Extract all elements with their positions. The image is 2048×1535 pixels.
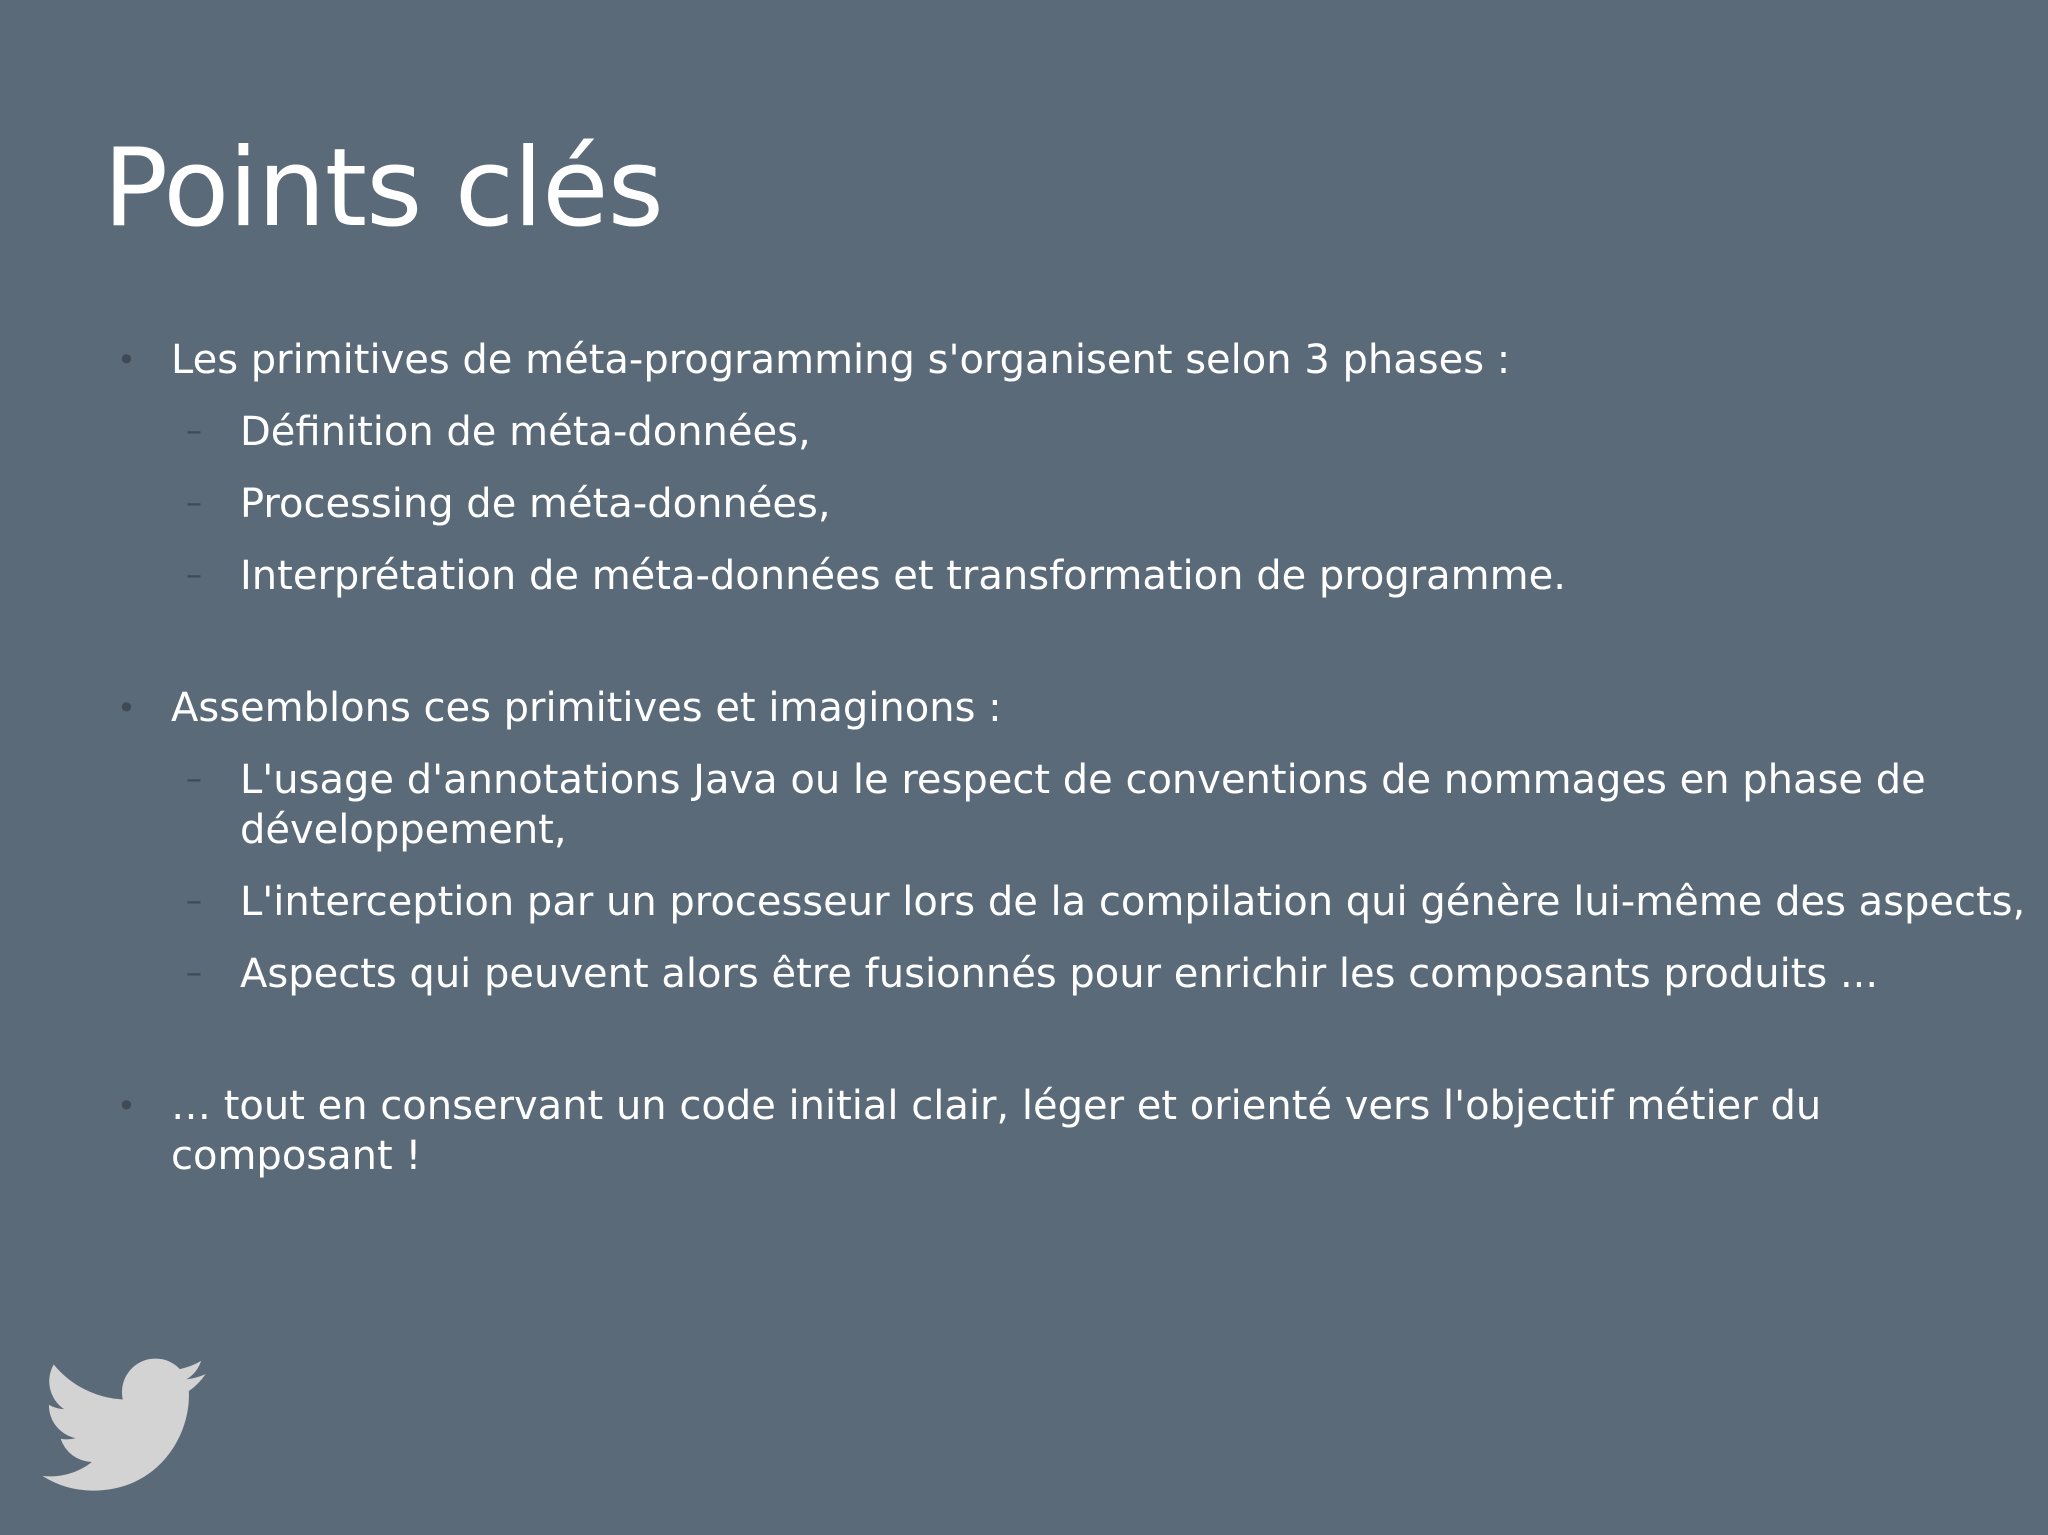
sub-list	[110, 755, 2026, 999]
bullet-marker: •	[117, 689, 136, 727]
bullet-block-3	[110, 1081, 1990, 1181]
sub-item	[110, 551, 2030, 601]
bullet-block-1	[110, 335, 1990, 601]
dash-marker: –	[186, 555, 202, 593]
twitter-bird-icon	[40, 1358, 208, 1494]
dash-marker: –	[186, 953, 202, 991]
bullet-block-2	[110, 683, 2026, 999]
sub-item-text: Processing de méta-données,	[240, 481, 831, 527]
sub-item-text: L'interception par un processeur lors de la compilation qui génère lui-même des aspects,	[240, 879, 2026, 925]
slide-title: Points clés	[103, 126, 663, 251]
sub-item	[110, 755, 2030, 855]
dash-marker: –	[186, 759, 202, 797]
bullet-item	[110, 683, 1990, 733]
dash-marker: –	[186, 881, 202, 919]
dash-marker: –	[186, 411, 202, 449]
bullet-text: Assemblons ces primitives et imaginons :	[171, 685, 1002, 731]
bullet-text: Les primitives de méta-programming s'organisent selon 3 phases :	[171, 337, 1511, 383]
bullet-item	[110, 1081, 1990, 1181]
sub-list	[110, 407, 1990, 601]
sub-item	[110, 877, 2030, 927]
dash-marker: –	[186, 483, 202, 521]
bullet-text: … tout en conservant un code initial clair, léger et orienté vers l'objectif métier du composant !	[171, 1083, 1822, 1179]
sub-item-text: L'usage d'annotations Java ou le respect de conventions de nommages en phase de développement,	[240, 757, 1926, 853]
slide-content	[110, 335, 2026, 1181]
sub-item-text: Aspects qui peuvent alors être fusionnés pour enrichir les composants produits ...	[240, 951, 1879, 997]
sub-item	[110, 949, 2030, 999]
bullet-item	[110, 335, 1990, 385]
sub-item-text: Interprétation de méta-données et transformation de programme.	[240, 553, 1566, 599]
bullet-marker: •	[117, 1087, 136, 1125]
sub-item	[110, 479, 2030, 529]
sub-item	[110, 407, 2030, 457]
bullet-marker: •	[117, 341, 136, 379]
sub-item-text: Définition de méta-données,	[240, 409, 811, 455]
